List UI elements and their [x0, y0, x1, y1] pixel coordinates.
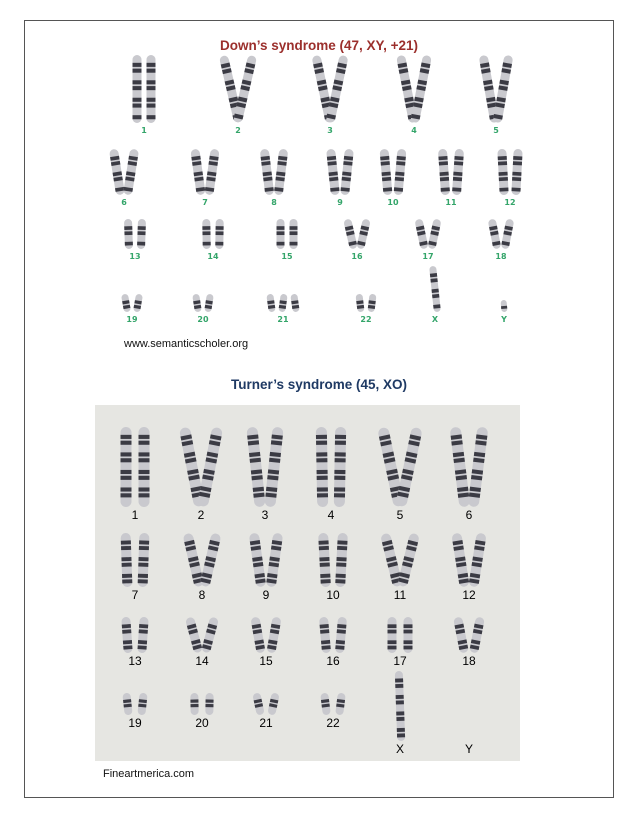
- turner-chromosome-label: Y: [464, 742, 474, 756]
- down-chromosome-5: [493, 55, 514, 124]
- down-chromosome-label: Y: [501, 315, 507, 324]
- down-chromosome-21: [278, 294, 287, 313]
- down-chromosome-21: [290, 294, 299, 313]
- down-chromosome-13: [124, 219, 133, 249]
- turner-chromosome-3: [264, 427, 283, 508]
- turner-chromosome-15: [250, 616, 265, 653]
- down-chromosome-label: 21: [277, 315, 289, 324]
- down-chromosome-17: [414, 218, 428, 249]
- turner-chromosome-20: [205, 693, 213, 715]
- down-chromosome-label: 3: [327, 126, 333, 135]
- turner-chromosome-label: 20: [195, 716, 209, 730]
- down-chromosome-12: [511, 149, 522, 195]
- down-chromosome-15: [290, 219, 298, 249]
- turner-chromosome-label: 6: [465, 508, 473, 522]
- turner-image-credit: Fineartmerica.com: [103, 768, 195, 780]
- down-chromosome-7: [190, 149, 205, 196]
- turner-chromosome-10: [318, 533, 331, 587]
- down-chromosome-10: [394, 149, 407, 196]
- turner-chromosome-12: [468, 533, 486, 588]
- down-chromosome-label: 22: [360, 315, 372, 324]
- turner-chromosome-label: 15: [259, 654, 273, 668]
- down-chromosome-label: 10: [387, 198, 399, 207]
- down-chromosome-11: [452, 149, 464, 196]
- down-chromosome-8: [274, 149, 289, 196]
- down-chromosome-12: [497, 149, 508, 195]
- down-chromosome-1: [133, 55, 142, 123]
- down-chromosome-8: [260, 149, 275, 196]
- down-chromosome-20: [192, 294, 202, 313]
- turner-chromosome-label: 2: [197, 508, 205, 522]
- turner-chromosome-4: [316, 427, 328, 507]
- turner-chromosome-22: [335, 693, 346, 716]
- turner-chromosome-13: [121, 617, 132, 654]
- turner-chromosome-label: 14: [195, 654, 209, 668]
- down-karyotype-image: [100, 45, 540, 330]
- down-chromosome-label: 2: [235, 126, 241, 135]
- turner-chromosome-label: 8: [198, 588, 206, 602]
- down-chromosome-14: [215, 219, 224, 249]
- turner-chromosome-label: 18: [462, 654, 476, 668]
- down-chromosome-4: [410, 55, 432, 123]
- turner-chromosome-6: [468, 427, 489, 508]
- down-chromosome-X: [429, 266, 441, 312]
- down-chromosome-16: [356, 218, 371, 249]
- turner-chromosome-label: 5: [396, 508, 404, 522]
- down-chromosome-label: 8: [271, 198, 277, 207]
- down-chromosome-label: 4: [411, 126, 417, 135]
- down-chromosome-18: [488, 219, 502, 250]
- down-chromosome-10: [380, 149, 393, 196]
- turner-chromosome-13: [137, 617, 148, 654]
- down-chromosome-7: [204, 149, 219, 196]
- turner-chromosome-6: [450, 427, 471, 508]
- turner-chromosome-label: 17: [393, 654, 407, 668]
- down-chromosome-label: 9: [337, 198, 343, 207]
- down-chromosome-label: 20: [197, 315, 209, 324]
- turner-chromosome-20: [190, 693, 198, 715]
- turner-chromosome-label: 13: [128, 654, 142, 668]
- down-chromosome-label: 14: [207, 252, 219, 261]
- turner-chromosome-11: [397, 533, 420, 588]
- turner-chromosome-7: [121, 533, 133, 587]
- down-chromosome-9: [340, 149, 354, 196]
- turner-chromosome-3: [246, 427, 265, 508]
- turner-chromosome-label: 10: [326, 588, 340, 602]
- turner-chromosome-label: 4: [327, 508, 335, 522]
- down-chromosome-15: [277, 219, 285, 249]
- turner-karyotype-image: [95, 405, 520, 761]
- turner-chromosome-16: [319, 617, 331, 654]
- turner-chromosome-label: 21: [259, 716, 273, 730]
- down-syndrome-title: Down’s syndrome (47, XY, +21): [220, 38, 418, 53]
- down-chromosome-label: 19: [126, 315, 138, 324]
- down-chromosome-14: [202, 219, 211, 249]
- down-chromosome-label: 13: [129, 252, 141, 261]
- turner-chromosome-15: [266, 616, 281, 653]
- down-chromosome-16: [343, 218, 358, 249]
- down-chromosome-label: 15: [281, 252, 293, 261]
- turner-chromosome-label: X: [395, 742, 405, 756]
- turner-chromosome-label: 7: [131, 588, 139, 602]
- turner-chromosome-18: [469, 616, 485, 653]
- down-chromosome-6: [123, 149, 139, 196]
- turner-chromosome-19: [122, 693, 132, 716]
- turner-chromosome-1: [139, 427, 150, 507]
- turner-chromosome-9: [266, 533, 283, 588]
- turner-chromosome-label: 9: [262, 588, 270, 602]
- down-chromosome-label: 1: [141, 126, 147, 135]
- turner-chromosome-12: [451, 533, 469, 588]
- turner-chromosome-19: [137, 693, 147, 716]
- down-chromosome-3: [326, 55, 349, 123]
- turner-chromosome-label: 3: [261, 508, 269, 522]
- down-chromosome-11: [438, 149, 450, 196]
- turner-chromosome-8: [200, 533, 222, 588]
- down-chromosome-1: [147, 55, 156, 123]
- down-chromosome-20: [204, 294, 214, 313]
- turner-syndrome-title: Turner’s syndrome (45, XO): [230, 377, 408, 392]
- turner-chromosome-10: [335, 533, 348, 587]
- turner-chromosome-7: [138, 533, 150, 587]
- turner-chromosome-4: [334, 427, 346, 507]
- turner-chromosome-21: [252, 692, 264, 715]
- down-chromosome-label: 11: [445, 198, 457, 207]
- turner-chromosome-X: [395, 671, 405, 741]
- turner-chromosome-17: [388, 617, 397, 653]
- turner-chromosome-label: 16: [326, 654, 340, 668]
- down-chromosome-Y: [500, 300, 507, 312]
- turner-chromosome-14: [185, 616, 203, 653]
- down-chromosome-22: [367, 294, 376, 313]
- turner-chromosome-14: [201, 616, 219, 653]
- down-chromosome-9: [326, 149, 340, 196]
- turner-chromosome-label: 19: [128, 716, 142, 730]
- down-chromosome-13: [137, 219, 146, 249]
- down-chromosome-label: 18: [495, 252, 507, 261]
- down-chromosome-21: [266, 294, 275, 313]
- down-chromosome-label: 7: [202, 198, 208, 207]
- down-chromosome-label: 6: [121, 198, 127, 207]
- turner-chromosome-2: [197, 427, 223, 508]
- turner-chromosome-21: [267, 692, 279, 715]
- turner-chromosome-label: 11: [393, 588, 407, 602]
- turner-chromosome-label: 22: [326, 716, 340, 730]
- down-chromosome-label: 17: [422, 252, 434, 261]
- turner-chromosome-18: [453, 616, 469, 653]
- down-chromosome-label: X: [431, 315, 439, 324]
- down-chromosome-label: 5: [493, 126, 499, 135]
- down-chromosome-2: [233, 55, 257, 123]
- down-chromosome-22: [355, 294, 364, 313]
- down-chromosome-17: [427, 218, 441, 249]
- turner-chromosome-17: [404, 617, 413, 653]
- turner-chromosome-label: 12: [462, 588, 476, 602]
- turner-chromosome-9: [249, 533, 266, 588]
- down-chromosome-6: [109, 149, 125, 196]
- turner-chromosome-22: [320, 693, 331, 716]
- down-chromosome-label: 16: [351, 252, 363, 261]
- down-chromosome-label: 12: [504, 198, 516, 207]
- down-image-credit: www.semanticscholer.org: [124, 338, 249, 350]
- turner-chromosome-label: 1: [131, 508, 139, 522]
- turner-chromosome-5: [395, 427, 422, 508]
- down-chromosome-18: [501, 219, 515, 250]
- down-chromosome-19: [133, 294, 143, 313]
- down-chromosome-19: [121, 294, 131, 313]
- turner-chromosome-1: [121, 427, 132, 507]
- turner-chromosome-16: [335, 617, 347, 654]
